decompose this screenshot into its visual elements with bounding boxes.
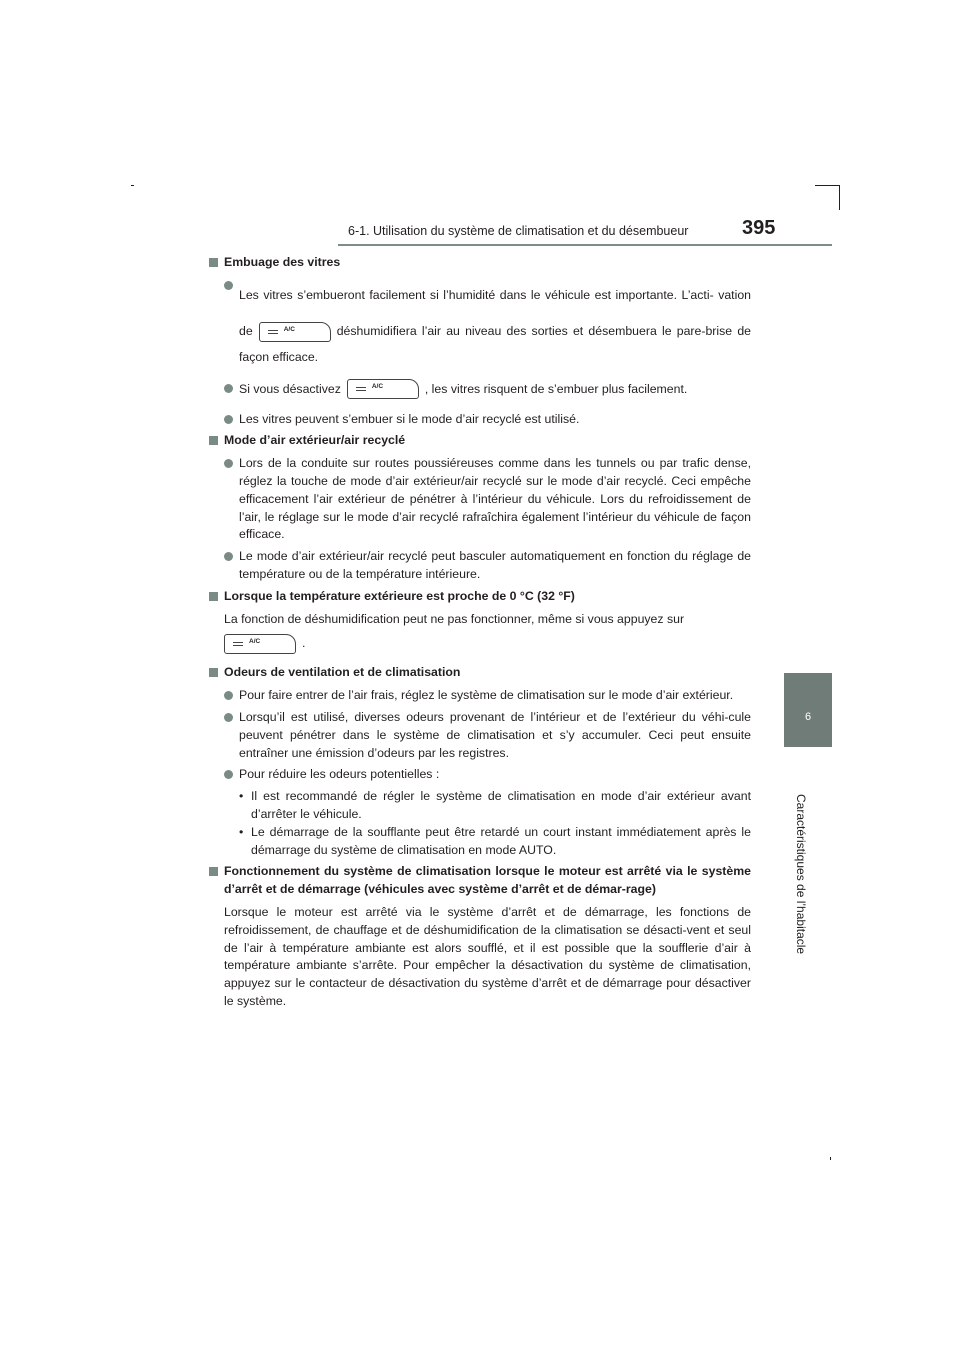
list-item: Lorsqu’il est utilisé, diverses odeurs provenant de l’intérieur et de l’extérieur du véhi-cule peuvent pénétrer dans le système de climatisation et s’y accumuler. Ceci peut ensuite entraîner une émission d’odeurs par les registres. bbox=[209, 709, 751, 762]
square-bullet-icon bbox=[209, 668, 218, 677]
circle-bullet-icon bbox=[224, 281, 233, 290]
section-header: 6-1. Utilisation du système de climatisation et du désembueur bbox=[348, 224, 689, 238]
crop-mark bbox=[815, 185, 840, 186]
square-bullet-icon bbox=[209, 436, 218, 445]
paragraph: A/C . bbox=[209, 625, 751, 661]
chapter-number: 6 bbox=[804, 711, 812, 723]
section-heading: Mode d’air extérieur/air recyclé bbox=[209, 432, 751, 450]
circle-bullet-icon bbox=[224, 459, 233, 468]
circle-bullet-icon bbox=[224, 384, 233, 393]
sub-list-item: • Il est recommandé de régler le système de climatisation en mode d’air extérieur avant d’arrêter le véhicule. bbox=[239, 789, 751, 821]
section-heading: Embuage des vitres bbox=[209, 254, 751, 272]
chapter-title: Caractéristiques de l’habitacle bbox=[794, 794, 808, 955]
sub-list-item: • Le démarrage de la soufflante peut être retardé un court instant immédiatement après le démarrage du système de climatisation en mode AUTO. bbox=[239, 824, 751, 857]
list-item: Les vitres s’embueront facilement si l’humidité dans le véhicule est importante. L’acti- vation de A/C déshumidifiera l’air au niveau des sorties et désembuera le pare-brise de façon efficace. bbox=[209, 277, 751, 367]
list-item: Le mode d’air extérieur/air recyclé peut basculer automatiquement en fonction du réglage de température ou de la température intérieure. bbox=[209, 548, 751, 584]
square-bullet-icon bbox=[209, 258, 218, 267]
circle-bullet-icon bbox=[224, 770, 233, 779]
ac-button-icon: A/C bbox=[347, 379, 419, 399]
header-divider bbox=[338, 244, 832, 246]
section-heading: Odeurs de ventilation et de climatisation bbox=[209, 664, 751, 682]
square-bullet-icon bbox=[209, 592, 218, 601]
section-heading: Fonctionnement du système de climatisation lorsque le moteur est arrêté via le système d’arrêt et de démarrage (véhicules avec système d’arrêt et de démar-rage) bbox=[209, 863, 751, 899]
paragraph: La fonction de déshumidification peut ne pas fonctionner, même si vous appuyez sur bbox=[224, 611, 685, 626]
list-item: Lors de la conduite sur routes poussiéreuses comme dans les tunnels ou par trafic dense, réglez la touche de mode d’air extérieur/air recyclé sur le mode d’air recyclé. Ceci empêche efficacement l’air extérieur de pénétrer à l’intérieur du véhicule. Lors du refroidissement de l’air, le réglage sur le mode d’air recyclé rafraîchira également l’intérieur du véhicule de façon efficace. bbox=[209, 455, 751, 544]
ac-button-icon: A/C bbox=[224, 634, 296, 654]
page-content bbox=[209, 254, 751, 1014]
paragraph: Lorsque le moteur est arrêté via le système d’arrêt et de démarrage, les fonctions de refroidissement, de chauffage et de déshumidification de la climatisation se désacti-vent et seul de l’air à température ambiante est alors soufflé, et il est possible que la soufflerie d’air à température ambiante s’arrête. Pour empêcher la désactivation du système de climatisation, appuyez sur le contacteur de désactivation du système d’arrêt et de démarrage pour désactiver le système. bbox=[224, 904, 751, 1008]
chapter-tab bbox=[784, 673, 832, 747]
circle-bullet-icon bbox=[224, 552, 233, 561]
circle-bullet-icon bbox=[224, 415, 233, 424]
square-bullet-icon bbox=[209, 867, 218, 876]
section-heading: Lorsque la température extérieure est proche de 0 °C (32 °F) bbox=[209, 588, 751, 606]
list-item: Si vous désactivez A/C , les vitres risquent de s’embuer plus facilement. bbox=[209, 371, 751, 407]
list-item: Pour faire entrer de l’air frais, réglez le système de climatisation sur le mode d’air extérieur. bbox=[209, 687, 751, 705]
crop-mark bbox=[830, 1157, 831, 1160]
crop-mark bbox=[131, 185, 134, 186]
circle-bullet-icon bbox=[224, 691, 233, 700]
ac-button-icon: A/C bbox=[259, 322, 331, 342]
list-item: Les vitres peuvent s’embuer si le mode d’air recyclé est utilisé. bbox=[209, 411, 751, 429]
circle-bullet-icon bbox=[224, 713, 233, 722]
crop-mark bbox=[839, 185, 840, 210]
list-item: Pour réduire les odeurs potentielles : bbox=[209, 766, 751, 784]
page-number: 395 bbox=[742, 217, 776, 239]
